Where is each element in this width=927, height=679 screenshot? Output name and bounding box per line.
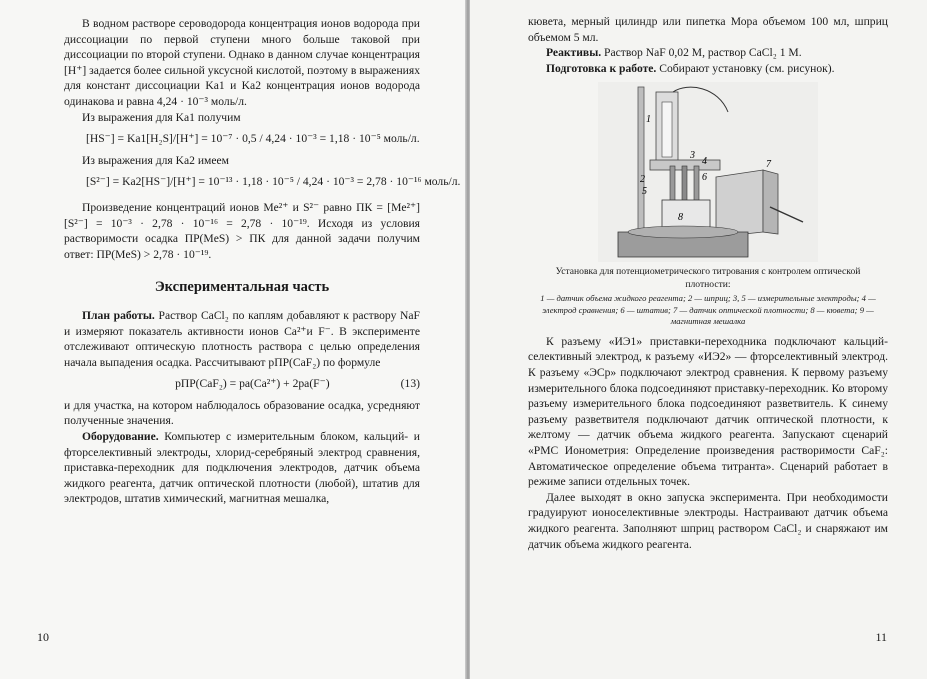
right-page xyxy=(470,0,927,679)
caption-legend: 1 — датчик объема жидкого реагента; 2 — шприц; 3, 5 — измерительные электроды; 4 — электрод сравнения; 6 — штатив; 7 — датчик оптической плотности; 8 — кювета; 9 — магнитная мешалка xyxy=(540,293,876,327)
apparatus-figure xyxy=(598,82,818,262)
plan-label: План работы. xyxy=(82,308,155,322)
equipment-text: Компьютер с измерительным блоком, кальций- и фторселективный электроды, хлорид-серебряный электрод сравнения, приставка-переходник для подключения электродов, датчик объема жидкого реагента, датчик оптической плотности (любой), штатив для электродов, штатив химический, магнитная мешалка, xyxy=(64,430,420,506)
figure-label-7: 7 xyxy=(766,159,771,171)
section-heading: Экспериментальная часть xyxy=(154,279,330,296)
apparatus-drawing xyxy=(598,82,818,262)
equation-number: (13) xyxy=(400,377,420,391)
formula-s: [S²⁻] = Ka2[HS⁻]/[H⁺] = 10⁻¹³ · 1,18 · 10⁻⁵ / 4,24 · 10⁻³ = 2,78 · 10⁻¹⁶ моль/л. xyxy=(86,175,461,189)
preparation-text: Собирают установку (см. рисунок). xyxy=(656,61,835,75)
formula-13-body: pПР(CaF₂) = pa(Ca²⁺) + 2pa(F⁻) xyxy=(175,377,330,391)
paragraph-product: Произведение концентраций ионов Me²⁺ и S²⁻ равно ПК = [Me²⁺][S²⁻] = 10⁻³ · 2,78 · 10⁻¹⁶ = 2,78 · 10⁻¹⁹. Исходя из условия растворимости осадка ПР(MeS) > ПК для данной задачи получим ответ: ПР(MeS) > 2,78 · 10⁻¹⁹. xyxy=(64,200,420,261)
ka1-intro: Из выражения для Ka1 получим xyxy=(82,110,241,124)
figure-caption xyxy=(532,266,884,328)
page-number-left: 10 xyxy=(37,630,49,644)
plan-text: Раствор CaCl₂ по каплям добавляют к раствору NaF и измеряют показатель активности ионов Ca²⁺и F⁻. В эксперименте отслеживают оптическую плотность раствора с целью определения начала выпадения осадка. Рассчитывают pПР(CaF₂) по формуле xyxy=(64,308,420,369)
caption-title: Установка для потенциометрического титрования с контролем оптической плотности: xyxy=(555,266,861,290)
paragraph-reagents xyxy=(528,45,888,61)
left-text-column xyxy=(64,16,461,507)
page-number-right: 11 xyxy=(875,630,887,644)
figure-label-8: 8 xyxy=(678,212,683,224)
figure-label-6: 6 xyxy=(702,172,707,184)
figure-label-1: 1 xyxy=(646,114,651,126)
right-text-column xyxy=(528,14,888,552)
ka2-intro: Из выражения для Ka2 имеем xyxy=(82,153,229,167)
figure-label-5: 5 xyxy=(642,186,647,198)
paragraph-plan xyxy=(64,308,420,370)
figure-label-2: 2 xyxy=(640,174,645,186)
paragraph-connections: К разъему «ИЭ1» приставки-переходника подключают кальций-селективный электрод, к разъему «ИЭ2» — фторселективный электрод. К разъему «ЭСр» подключают электрод сравнения. К первому разъему измерительного блока подсоединяют приставку-переходник. Ко второму разъему измерительного блока подсоединяют разветвитель. К синему разъему разветвителя подключают датчик оптической плотности, к желтому — датчик объема жидкого реагента. Запускают сценарий «РМС Ионометрия: Определение произведения растворимости CaF₂: Автоматическое определение объема титранта». Сценарий работает в режиме записи отдельных точек. xyxy=(528,334,888,489)
paragraph-dissociation: В водном растворе сероводорода концентрация ионов водорода при диссоциации по первой ступени много больше таковой при диссоциации по второй ступени. Однако в данном случае концентрация [H⁺] задается более сильной уксусной кислотой, поэтому в выражениях для констант диссоциации Ka1 и Ka2 концентрация ионов водорода одинакова и равна 4,24 · 10⁻³ моль/л. xyxy=(64,17,420,108)
reagents-text: Раствор NaF 0,02 М, раствор CaCl₂ 1 М. xyxy=(601,46,802,60)
figure-label-4: 4 xyxy=(702,156,707,168)
paragraph-after-13: и для участка, на котором наблюдалось образование осадка, усредняют полученные значения. xyxy=(64,398,420,428)
figure-label-3: 3 xyxy=(690,150,695,162)
paragraph-preparation xyxy=(528,61,888,77)
formula-13 xyxy=(64,376,420,392)
formula-hs: [HS⁻] = Ka1[H₂S]/[H⁺] = 10⁻⁷ · 0,5 / 4,24 · 10⁻³ = 1,18 · 10⁻⁵ моль/л. xyxy=(86,132,420,146)
paragraph-launch: Далее выходят в окно запуска эксперимента. При необходимости градуируют ионоселективные электроды. Настраивают датчик объема жидкого реагента. Заполняют шприц раствором CaCl₂ и снаряжают им датчик объема жидкого реагента. xyxy=(528,490,888,551)
reagents-label: Реактивы. xyxy=(546,46,602,60)
equipment-label: Оборудование. xyxy=(82,430,159,444)
preparation-label: Подготовка к работе. xyxy=(546,61,657,75)
paragraph-equipment-cont: кювета, мерный цилиндр или пипетка Мора объемом 100 мл, шприц объемом 5 мл. xyxy=(528,15,888,44)
paragraph-equipment xyxy=(64,429,420,507)
